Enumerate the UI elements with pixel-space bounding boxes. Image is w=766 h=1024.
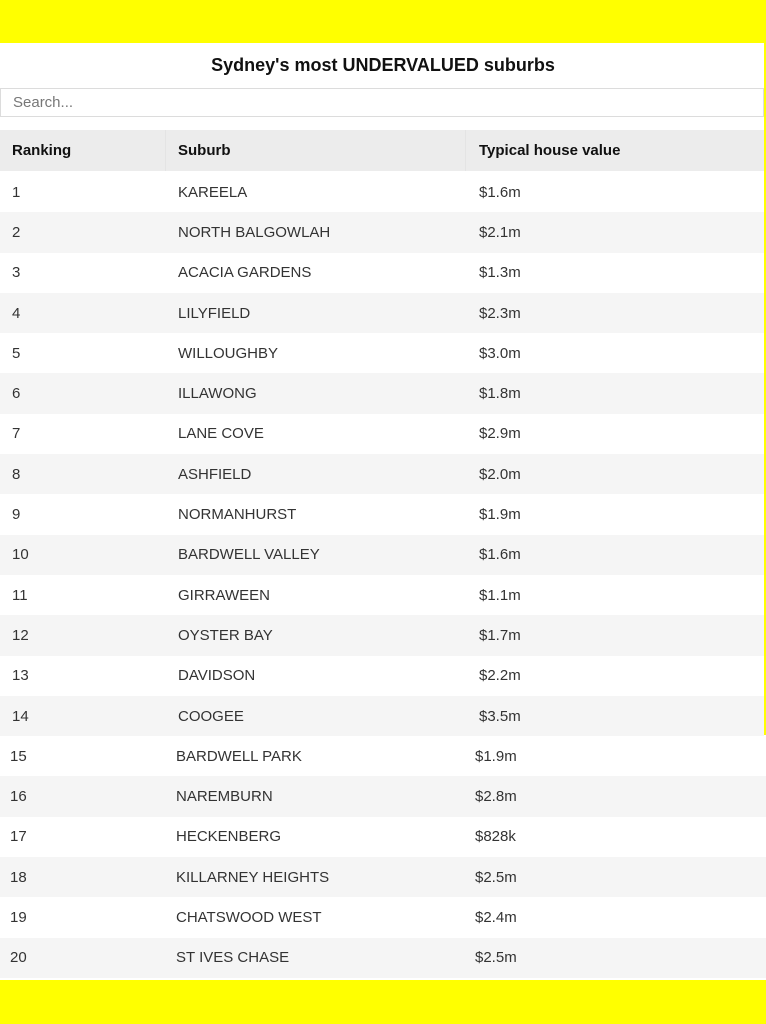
cell-value: $2.4m bbox=[475, 908, 517, 926]
table-row bbox=[0, 897, 766, 937]
cell-value: $2.5m bbox=[475, 868, 517, 886]
cell-suburb: WILLOUGHBY bbox=[178, 344, 279, 362]
cell-ranking: 13 bbox=[12, 667, 29, 685]
cell-suburb: KILLARNEY HEIGHTS bbox=[176, 868, 330, 886]
cell-suburb: HECKENBERG bbox=[176, 828, 282, 846]
table-card bbox=[0, 43, 766, 980]
header-ranking[interactable]: Ranking bbox=[12, 142, 72, 159]
cell-suburb: NORTH BALGOWLAH bbox=[178, 223, 331, 241]
cell-ranking: 6 bbox=[12, 385, 21, 403]
cell-ranking: 14 bbox=[12, 707, 29, 725]
cell-suburb: ASHFIELD bbox=[178, 465, 252, 483]
table-row bbox=[0, 212, 764, 252]
cell-value: $2.9m bbox=[479, 425, 521, 443]
cell-suburb: CHATSWOOD WEST bbox=[176, 908, 322, 926]
table-row bbox=[0, 656, 764, 696]
table-row bbox=[0, 333, 764, 373]
cell-value: $1.9m bbox=[479, 506, 521, 524]
cell-ranking: 9 bbox=[12, 506, 21, 524]
table-row bbox=[0, 696, 764, 736]
cell-suburb: KAREELA bbox=[178, 183, 248, 201]
cell-ranking: 15 bbox=[10, 747, 27, 765]
cell-suburb: NAREMBURN bbox=[176, 788, 273, 806]
cell-ranking: 4 bbox=[12, 304, 21, 322]
cell-suburb: ACACIA GARDENS bbox=[178, 264, 312, 282]
table-row bbox=[0, 736, 766, 776]
cell-ranking: 18 bbox=[10, 868, 27, 886]
table-row bbox=[0, 535, 764, 575]
table-row bbox=[0, 494, 764, 534]
table-row bbox=[0, 293, 764, 333]
cell-ranking: 1 bbox=[12, 183, 21, 201]
table-title: Sydney's most UNDERVALUED suburbs bbox=[211, 55, 555, 75]
cell-suburb: ST IVES CHASE bbox=[176, 949, 290, 967]
table-header bbox=[0, 130, 764, 171]
table-row bbox=[0, 938, 766, 978]
table-row bbox=[0, 373, 764, 413]
cell-suburb: LANE COVE bbox=[178, 425, 264, 443]
cell-ranking: 16 bbox=[10, 788, 27, 806]
cell-ranking: 3 bbox=[12, 264, 21, 282]
cell-value: $1.7m bbox=[479, 626, 521, 644]
cell-value: $2.5m bbox=[475, 949, 517, 967]
cell-ranking: 11 bbox=[12, 586, 28, 604]
bottom-yellow-band bbox=[0, 980, 766, 1024]
cell-ranking: 2 bbox=[12, 223, 21, 241]
cell-suburb: COOGEE bbox=[178, 707, 244, 725]
table-row bbox=[0, 172, 764, 212]
top-yellow-band bbox=[0, 0, 766, 43]
cell-value: $3.5m bbox=[479, 707, 521, 725]
cell-ranking: 19 bbox=[10, 908, 27, 926]
table-row bbox=[0, 454, 764, 494]
cell-ranking: 20 bbox=[10, 949, 27, 967]
cell-ranking: 7 bbox=[12, 425, 21, 443]
cell-value: $1.6m bbox=[479, 183, 521, 201]
table-row bbox=[0, 253, 764, 293]
cell-value: $1.1m bbox=[479, 586, 521, 604]
cell-suburb: GIRRAWEEN bbox=[178, 586, 270, 604]
table-row bbox=[0, 776, 766, 816]
table-row bbox=[0, 615, 764, 655]
cell-value: $828k bbox=[475, 828, 516, 846]
cell-suburb: BARDWELL VALLEY bbox=[178, 546, 320, 564]
cell-suburb: LILYFIELD bbox=[178, 304, 251, 322]
header-typical-house-value[interactable]: Typical house value bbox=[479, 142, 621, 159]
cell-ranking: 17 bbox=[10, 828, 27, 846]
search-input[interactable] bbox=[0, 88, 764, 117]
table-row bbox=[0, 817, 766, 857]
cell-value: $2.8m bbox=[475, 788, 517, 806]
cell-suburb: ILLAWONG bbox=[178, 385, 257, 403]
table-row bbox=[0, 414, 764, 454]
cell-value: $2.0m bbox=[479, 465, 521, 483]
cell-value: $1.9m bbox=[475, 747, 517, 765]
cell-value: $1.8m bbox=[479, 385, 521, 403]
cell-value: $1.3m bbox=[479, 264, 521, 282]
cell-value: $2.2m bbox=[479, 667, 521, 685]
cell-suburb: OYSTER BAY bbox=[178, 626, 273, 644]
table-row bbox=[0, 575, 764, 615]
cell-suburb: BARDWELL PARK bbox=[176, 747, 302, 765]
cell-value: $2.1m bbox=[479, 223, 521, 241]
header-suburb[interactable]: Suburb bbox=[178, 142, 231, 159]
cell-suburb: NORMANHURST bbox=[178, 506, 297, 524]
cell-suburb: DAVIDSON bbox=[178, 667, 256, 685]
table-body bbox=[0, 172, 766, 978]
header-divider bbox=[465, 130, 466, 171]
header-divider bbox=[165, 130, 166, 171]
cell-ranking: 8 bbox=[12, 465, 21, 483]
cell-value: $3.0m bbox=[479, 344, 521, 362]
cell-ranking: 10 bbox=[12, 546, 29, 564]
cell-value: $2.3m bbox=[479, 304, 521, 322]
cell-value: $1.6m bbox=[479, 546, 521, 564]
table-row bbox=[0, 857, 766, 897]
cell-ranking: 12 bbox=[12, 626, 29, 644]
cell-ranking: 5 bbox=[12, 344, 21, 362]
